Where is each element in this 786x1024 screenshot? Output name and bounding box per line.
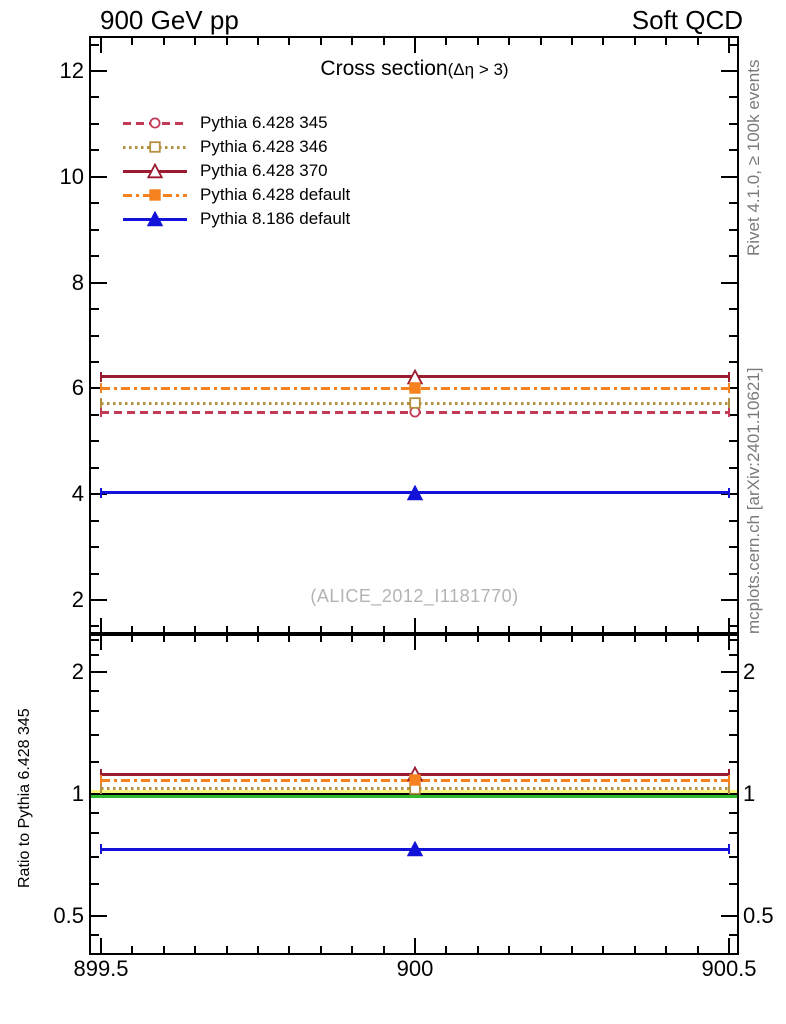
x-tick [697, 635, 699, 642]
x-tick [163, 635, 165, 642]
x-tick [665, 946, 667, 953]
x-tick [383, 946, 385, 953]
x-tick [194, 635, 196, 642]
y-tick-label: 8 [71, 269, 84, 295]
y-tick [721, 70, 737, 72]
x-tick [602, 946, 604, 953]
y-tick [91, 573, 99, 575]
y-tick [729, 229, 737, 231]
x-tick [634, 626, 636, 633]
series-endcap [100, 383, 102, 393]
y-tick [91, 308, 99, 310]
legend-label: Pythia 6.428 346 [200, 137, 328, 156]
x-tick [414, 38, 416, 53]
x-tick [257, 38, 259, 45]
y-tick [91, 414, 99, 416]
x-tick [100, 38, 102, 53]
y-tick [91, 149, 99, 151]
y-tick [729, 202, 737, 204]
x-tick [194, 946, 196, 953]
y-tick [729, 335, 737, 337]
ratio-y-tick-label: 2 [743, 659, 756, 684]
x-tick [194, 626, 196, 633]
rivet-version-note: Rivet 4.1.0, ≥ 100k events [744, 59, 763, 256]
x-tick [131, 38, 133, 45]
x-tick-label: 900.5 [701, 956, 757, 981]
x-tick [383, 38, 385, 45]
x-tick [445, 626, 447, 633]
x-tick [602, 635, 604, 642]
ratio-y-tick [91, 856, 99, 858]
ratio-y-tick [91, 934, 99, 936]
x-tick [571, 626, 573, 633]
x-tick [508, 946, 510, 953]
x-tick [414, 635, 416, 650]
x-tick [697, 626, 699, 633]
triangle-filled-marker [147, 211, 163, 227]
triangle-filled-marker [407, 841, 423, 857]
y-tick [91, 70, 107, 72]
series-endcap [100, 488, 102, 498]
x-tick [602, 38, 604, 45]
legend-label: Pythia 6.428 370 [200, 161, 328, 180]
ratio-y-tick [91, 915, 107, 917]
y-tick [91, 176, 107, 178]
x-tick-label: 899.5 [73, 956, 129, 981]
x-tick [226, 626, 228, 633]
y-tick [729, 546, 737, 548]
x-tick [477, 946, 479, 953]
triangle-open-marker [147, 163, 163, 179]
x-tick [351, 38, 353, 45]
x-tick [257, 946, 259, 953]
x-tick [414, 618, 416, 633]
x-tick [194, 38, 196, 45]
y-tick [91, 361, 99, 363]
x-tick [508, 38, 510, 45]
series-endcap [728, 372, 730, 382]
ratio-y-tick [91, 671, 107, 673]
ratio-y-tick [91, 710, 99, 712]
y-tick [721, 599, 737, 601]
x-tick [602, 626, 604, 633]
x-tick [351, 635, 353, 642]
x-tick [320, 38, 322, 45]
plot-title-condition: (Δη > 3) [447, 60, 509, 79]
ratio-y-tick-label: 1 [71, 781, 84, 806]
x-tick [540, 946, 542, 953]
x-tick [131, 626, 133, 633]
x-tick [445, 38, 447, 45]
y-tick [91, 625, 99, 627]
x-tick [508, 626, 510, 633]
series-endcap [100, 407, 102, 417]
ratio-y-tick [729, 934, 737, 936]
ratio-series-endcap [728, 775, 730, 785]
ratio-y-tick [729, 690, 737, 692]
triangle-filled-marker [407, 485, 423, 501]
x-tick [665, 626, 667, 633]
ratio-y-tick [91, 812, 99, 814]
x-tick [351, 946, 353, 953]
ratio-series-endcap [100, 775, 102, 785]
ratio-y-tick [91, 883, 99, 885]
x-tick [697, 38, 699, 45]
series-endcap [728, 383, 730, 393]
y-tick [729, 149, 737, 151]
y-tick [729, 123, 737, 125]
x-tick [571, 38, 573, 45]
y-tick [729, 467, 737, 469]
y-tick [91, 546, 99, 548]
x-tick [728, 635, 730, 650]
legend-label: Pythia 6.428 default [200, 185, 351, 204]
series-endcap [728, 407, 730, 417]
series-endcap [728, 488, 730, 498]
series-endcap [100, 372, 102, 382]
y-tick [729, 308, 737, 310]
beam-energy-label: 900 GeV pp [100, 5, 239, 35]
y-tick [729, 573, 737, 575]
x-tick [226, 946, 228, 953]
y-tick-label: 6 [71, 375, 84, 401]
ratio-y-tick [91, 761, 99, 763]
x-tick [634, 635, 636, 642]
x-tick [728, 938, 730, 953]
x-tick [163, 38, 165, 45]
square-filled-marker [147, 187, 163, 203]
square-filled-marker [407, 772, 423, 788]
y-tick [721, 282, 737, 284]
x-tick [100, 635, 102, 650]
square-open-marker [407, 395, 423, 411]
y-tick [91, 467, 99, 469]
legend-label: Pythia 8.186 default [200, 209, 351, 228]
x-tick [383, 635, 385, 642]
x-tick [100, 938, 102, 953]
ratio-y-tick [91, 734, 99, 736]
x-tick [445, 635, 447, 642]
process-group-label: Soft QCD [631, 5, 743, 35]
y-tick [91, 44, 99, 46]
x-tick [320, 626, 322, 633]
ratio-series-endcap [728, 844, 730, 854]
circle-open-marker [147, 115, 163, 131]
y-tick [91, 202, 99, 204]
x-tick [571, 635, 573, 642]
y-tick-label: 4 [71, 481, 84, 507]
legend-label: Pythia 6.428 345 [200, 113, 328, 132]
x-tick [477, 626, 479, 633]
ratio-y-tick [729, 710, 737, 712]
ratio-y-tick [91, 832, 99, 834]
y-tick [91, 282, 107, 284]
x-tick [163, 946, 165, 953]
square-open-marker [147, 139, 163, 155]
ratio-y-tick [729, 832, 737, 834]
x-tick [320, 946, 322, 953]
x-tick [540, 38, 542, 45]
x-tick [634, 946, 636, 953]
ratio-y-tick [721, 915, 737, 917]
x-tick [351, 626, 353, 633]
ratio-y-tick-label: 1 [743, 781, 756, 806]
y-tick [729, 96, 737, 98]
x-tick [131, 946, 133, 953]
x-tick [697, 946, 699, 953]
y-tick [91, 440, 99, 442]
x-tick [665, 38, 667, 45]
series-endcap [100, 398, 102, 408]
y-tick-label: 2 [71, 587, 84, 612]
x-tick [508, 635, 510, 642]
ratio-y-tick [721, 671, 737, 673]
ratio-y-tick-label: 0.5 [53, 903, 84, 928]
ratio-y-tick [729, 856, 737, 858]
series-endcap [728, 398, 730, 408]
analysis-watermark: (ALICE_2012_I1181770) [310, 586, 519, 606]
plot-title-text: Cross section [320, 57, 448, 80]
y-tick [729, 44, 737, 46]
y-tick [729, 414, 737, 416]
ratio-y-tick [729, 761, 737, 763]
x-tick [320, 635, 322, 642]
y-tick-label: 12 [59, 58, 84, 83]
x-tick [226, 38, 228, 45]
x-tick [477, 38, 479, 45]
x-tick [540, 626, 542, 633]
ratio-y-tick [729, 654, 737, 656]
y-tick [91, 335, 99, 337]
y-tick [729, 361, 737, 363]
y-tick [721, 176, 737, 178]
x-tick [288, 626, 290, 633]
x-tick [131, 635, 133, 642]
ratio-y-tick [91, 639, 99, 641]
x-tick [288, 946, 290, 953]
ratio-y-tick [729, 734, 737, 736]
x-tick [665, 635, 667, 642]
x-tick [226, 635, 228, 642]
x-tick [477, 635, 479, 642]
x-tick [634, 38, 636, 45]
x-tick [414, 938, 416, 953]
ratio-y-tick [91, 654, 99, 656]
x-tick [540, 635, 542, 642]
x-tick [445, 946, 447, 953]
y-tick [729, 255, 737, 257]
y-tick [91, 123, 99, 125]
x-tick [288, 635, 290, 642]
y-tick [91, 96, 99, 98]
y-tick [91, 255, 99, 257]
ratio-y-tick [729, 639, 737, 641]
ratio-y-tick-label: 2 [71, 659, 84, 684]
ratio-y-tick [729, 812, 737, 814]
ratio-series-endcap [100, 844, 102, 854]
y-tick [729, 625, 737, 627]
y-tick [91, 229, 99, 231]
ratio-y-tick-label: 0.5 [743, 903, 774, 928]
y-tick [91, 599, 107, 601]
x-tick [257, 635, 259, 642]
y-tick [729, 440, 737, 442]
x-tick [571, 946, 573, 953]
y-tick [729, 520, 737, 522]
x-tick [288, 38, 290, 45]
ratio-y-tick [91, 690, 99, 692]
x-tick [383, 626, 385, 633]
square-filled-marker [407, 380, 423, 396]
x-tick-label: 900 [396, 956, 434, 981]
x-tick [257, 626, 259, 633]
y-tick-label: 10 [59, 163, 84, 189]
x-tick [100, 618, 102, 633]
x-tick [163, 626, 165, 633]
y-tick [91, 520, 99, 522]
mcplots-citation-note: mcplots.cern.ch [arXiv:2401.10621] [744, 367, 763, 634]
ratio-y-axis-label: Ratio to Pythia 6.428 345 [16, 708, 33, 888]
ratio-y-tick [729, 883, 737, 885]
